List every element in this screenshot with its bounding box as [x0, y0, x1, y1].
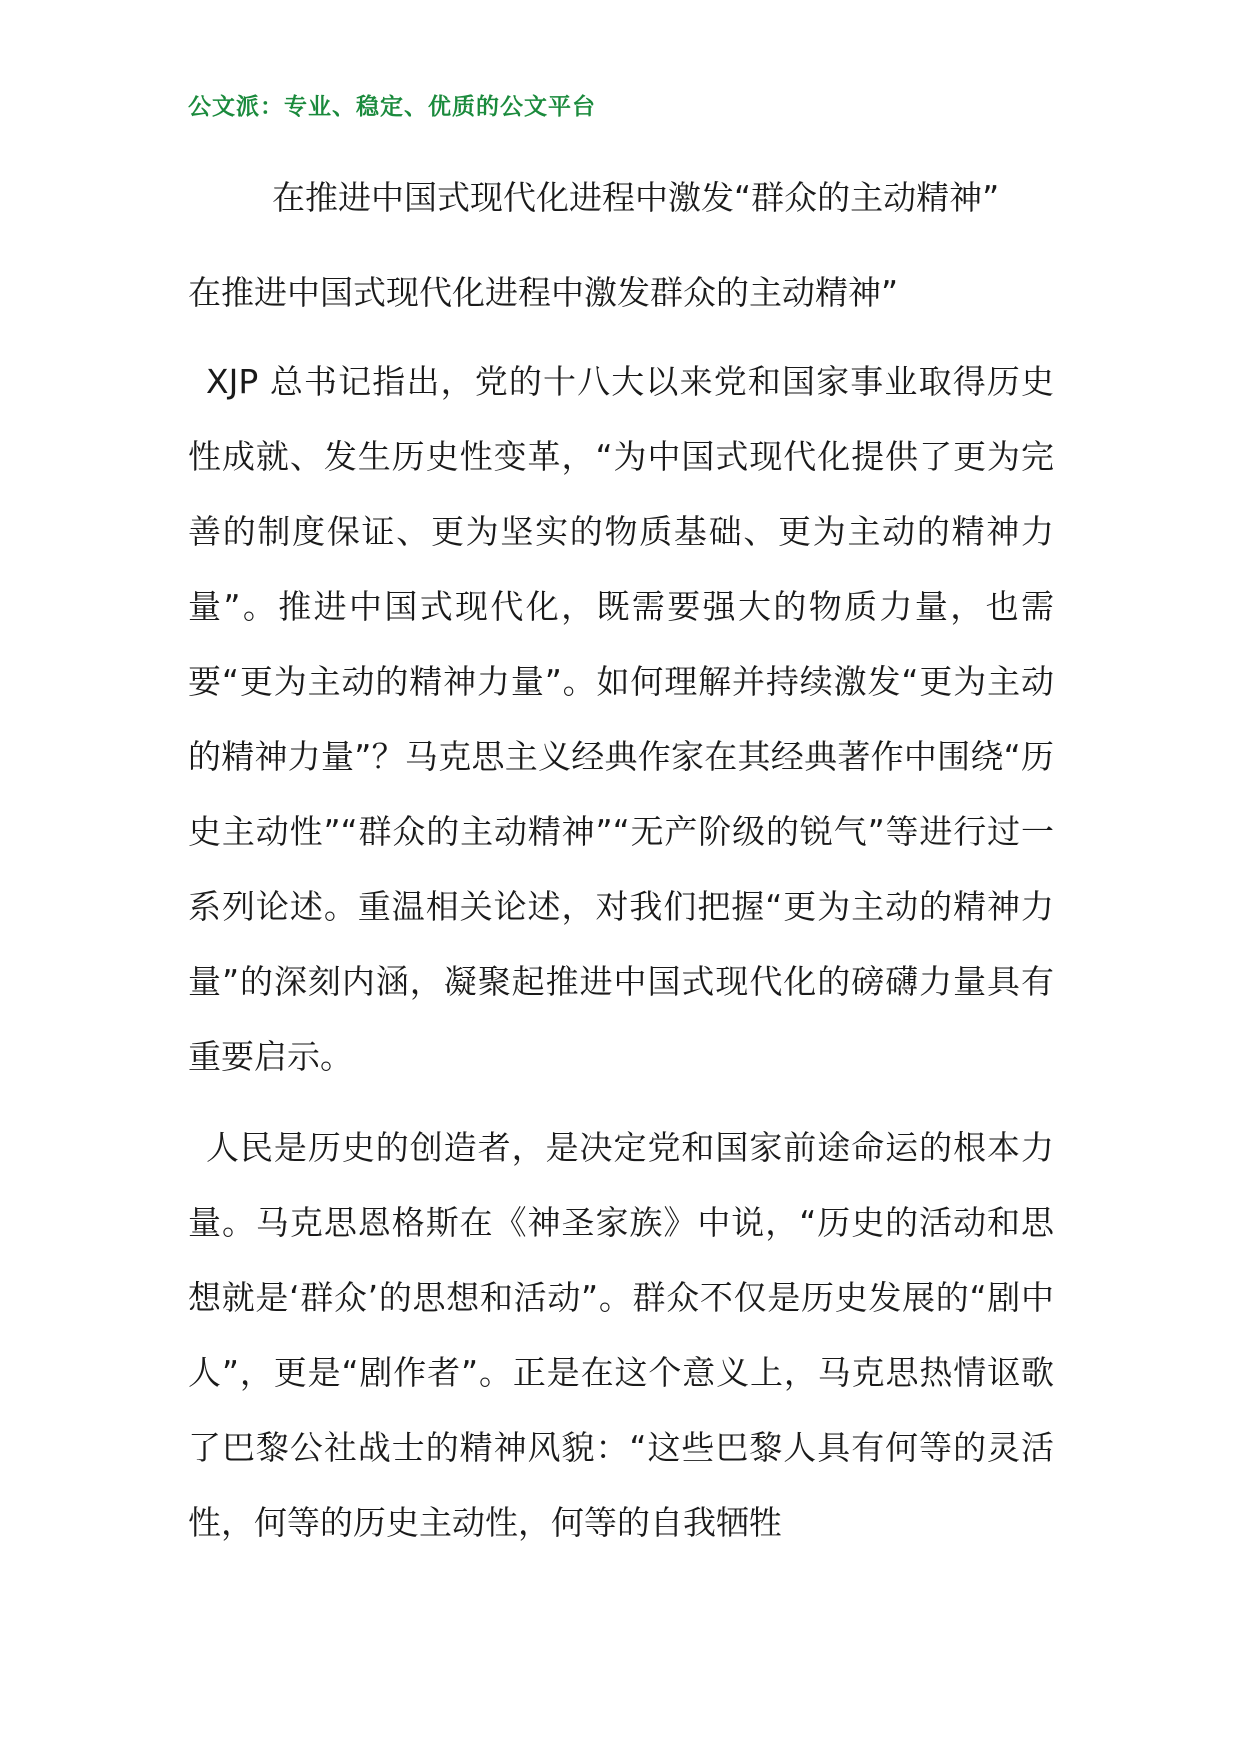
- body-paragraph: 人民是历史的创造者，是决定党和国家前途命运的根本力量。马克思恩格斯在《神圣家族》中说，“历史的活动和思想就是‘群众’的思想和活动”。群众不仅是历史发展的“剧中人”，更是“剧作者”。正是在这个意义上，马克思热情讴歌了巴黎公社战士的精神风貌：“这些巴黎人具有何等的灵活性，何等的历史主动性，何等的自我牺牲: [188, 1128, 1054, 1542]
- document-subtitle: 在推进中国式现代化进程中激发群众的主动精神”: [188, 273, 899, 312]
- document-title: 在推进中国式现代化进程中激发“群众的主动精神”: [272, 178, 1000, 217]
- body-paragraph: XJP 总书记指出，党的十八大以来党和国家事业取得历史性成就、发生历史性变革，“为中国式现代化提供了更为完善的制度保证、更为坚实的物质基础、更为主动的精神力量”。推进中国式现代化，既需要强大的物质力量，也需要“更为主动的精神力量”。如何理解并持续激发“更为主动的精神力量”？马克思主义经典作家在其经典著作中围绕“历史主动性”“群众的主动精神”“无产阶级的锐气”等进行过一系列论述。重温相关论述，对我们把握“更为主动的精神力量”的深刻内涵，凝聚起推进中国式现代化的磅礴力量具有重要启示。: [188, 362, 1054, 1076]
- platform-header: 公文派：专业、稳定、优质的公文平台: [188, 94, 596, 120]
